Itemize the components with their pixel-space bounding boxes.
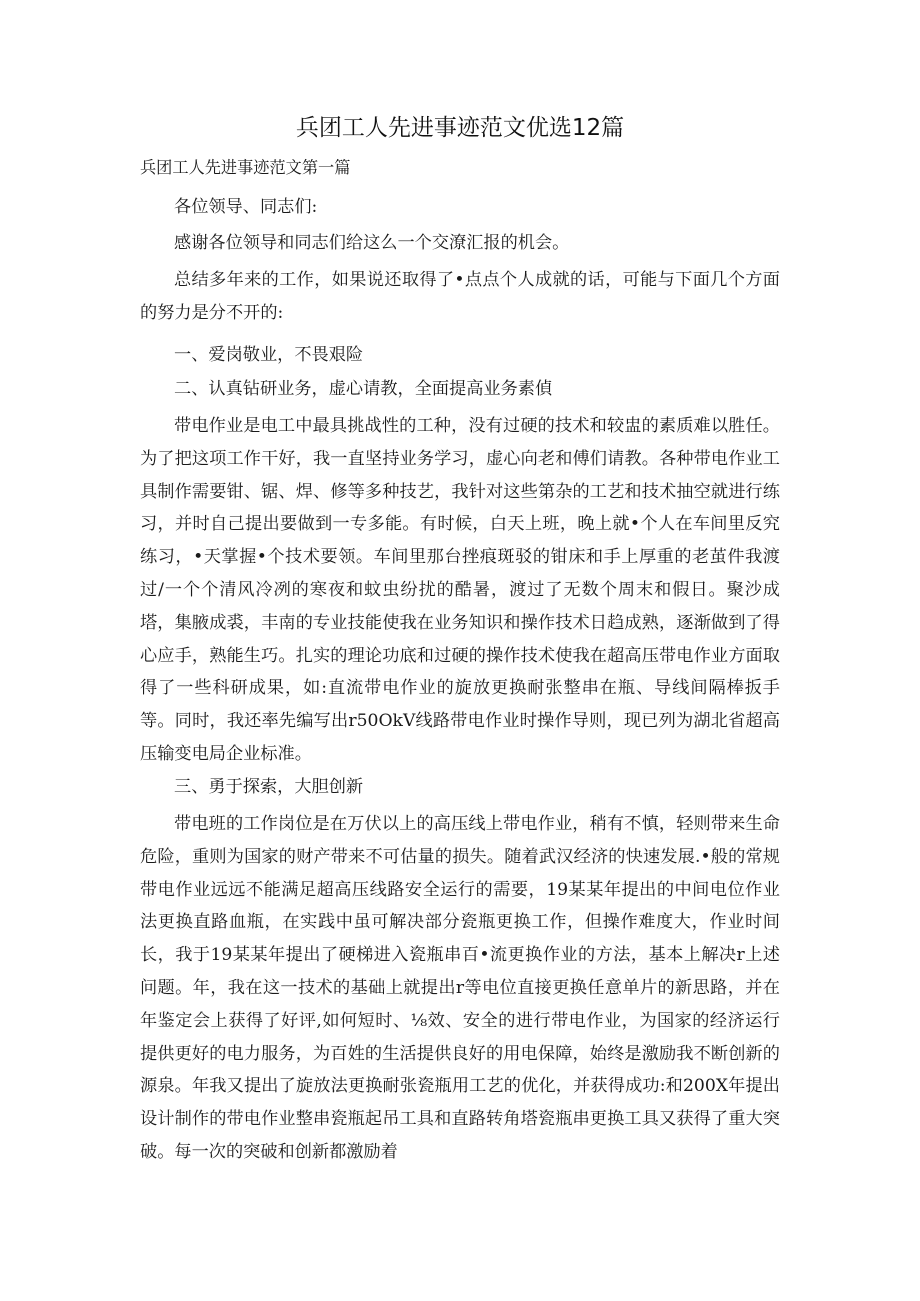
thanks-paragraph: 感谢各位领导和同志们给这么一个交潦汇报的机会。 — [174, 233, 570, 253]
section-2-paragraph: 带电作业是电工中最具挑战性的工种，没有过硬的技术和较盅的素质难以胜任。为了把这项工作干好，我一直坚持业务学习，虚心向老和傅们请教。各种带电作业工具制作需要钳、锯、焊、修等多种技艺，我针对这些第杂的工艺和技术抽空就进行练习，并时自己提出要做到一专多能。有时候，白天上班，晚上就•个人在车间里反究练习，•天掌握•个技术要领。车间里那台挫痕斑驳的钳床和手上厚重的老茧件我渡过/一个个清风冷冽的寒夜和蚊虫纷扰的酷暑，渡过了无数个周末和假日。聚沙成塔，集腋成裘，丰南的专业技能使我在业务知识和操作技术日趋成熟，逐渐做到了得心应手，熟能生巧。扎实的理论功底和过硬的操作技术使我在超高压带电作业方面取得了一些科研成果，如:直流带电作业的旋放更换耐张整串在瓶、导线间隔棒扳手等。同时，我还率先编写出r50OkV线路带电作业时操作导则，现已列为湖北省超高压输变电局企业标准。 — [140, 416, 780, 764]
document-subtitle: 兵团工人先进事迹范文第一篇 — [140, 158, 351, 177]
greeting-line: 各位领导、同志们: — [174, 197, 318, 217]
section-heading-1: 一、爱岗敬业，不畏艰险 — [174, 345, 364, 365]
section-3-paragraph: 带电班的工作岗位是在万伏以上的高压线上带电作业，稍有不慎，轻则带来生命危险，重则为国家的财产带来不可估量的损失。随着武汉经济的快速发展.•般的常规带电作业远远不能满足超高压线路安全运行的需要，19某某年提出的中间电位作业法更换直路血瓶，在实践中虽可解决部分瓷瓶更换工作，但操作难度大，作业时间长，我于19某某年提出了硬梯进入瓷瓶串百•流更换作业的方法，基本上解决r上述问题。年，我在这一技术的基础上就提出r等电位直接更换任意单片的新思路，并在年鉴定会上获得了好评,如何短时、⅛效、安全的进行带电作业，为国家的经济运行提供更好的电力服务，为百姓的生活提供良好的用电保障，始终是激励我不断创新的源泉。年我又提出了旋放法更换耐张瓷瓶用工艺的优化，并获得成功:和200X年提出设计制作的带电作业整串瓷瓶起吊工具和直路转角塔瓷瓶串更换工具又获得了重大突破。每一次的突破和创新都激励着 — [140, 814, 780, 1162]
section-heading-2: 二、认真钻研业务，虚心请教，全面提高业务素偵 — [174, 379, 553, 399]
section-heading-3: 三、勇于探索，大胆创新 — [174, 777, 364, 797]
intro-paragraph: 总结多年来的工作，如果说还取得了•点点个人成就的话，可能与下面几个方面的努力是分不开的: — [140, 270, 780, 323]
document-title: 兵团工人先进事迹范文优选12篇 — [295, 115, 625, 141]
